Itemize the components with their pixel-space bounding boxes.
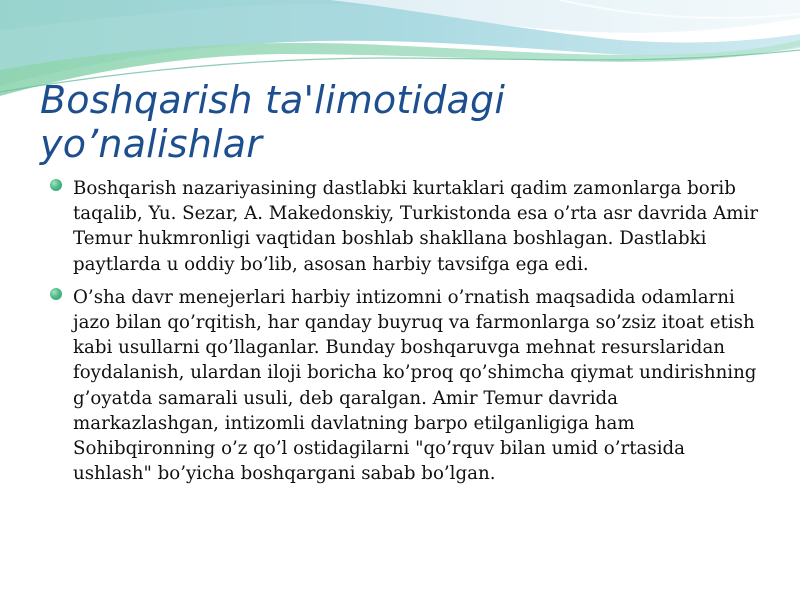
slide-title-line-2: yo’nalishlar	[40, 122, 263, 166]
bullet-item	[48, 176, 763, 277]
bullet-text: O’sha davr menejerlari harbiy intizomni o’rnatish maqsadida odamlarni jazo bilan qo’rqitish, har qanday buyruq va farmonlarga so’zsiz itoat etish kabi usullarni qo’llaganlar. Bunday boshqaruvga mehnat resurslaridan foydalanish, ulardan iloji boricha ko’proq qo’shimcha qiymat undirishning g’oyatda samarali usuli, deb qaralgan. Amir Temur davrida markazlashgan, intizomli davlatning barpo etilganligiga ham Sohibqironning o’z qo’l ostidagilarni "qo’rquv bilan umid o’rtasida ushlash" bo’yicha boshqargani sabab bo’lgan.	[73, 286, 757, 485]
bullet-item	[48, 285, 763, 487]
bullet-list	[48, 176, 763, 494]
bullet-dot-icon	[50, 179, 62, 191]
slide-title	[40, 78, 740, 166]
bullet-dot-icon	[50, 288, 62, 300]
slide-title-line-1: Boshqarish ta'limotidagi	[40, 78, 506, 122]
bullet-text: Boshqarish nazariyasining dastlabki kurtaklari qadim zamonlarga borib taqalib, Yu. Sezar, A. Makedonskiy, Turkistonda esa o’rta asr davrida Amir Temur hukmronligi vaqtidan boshlab shakllana boshlagan. Dastlabki paytlarda u oddiy bo’lib, asosan harbiy tavsifga ega edi.	[73, 178, 759, 275]
